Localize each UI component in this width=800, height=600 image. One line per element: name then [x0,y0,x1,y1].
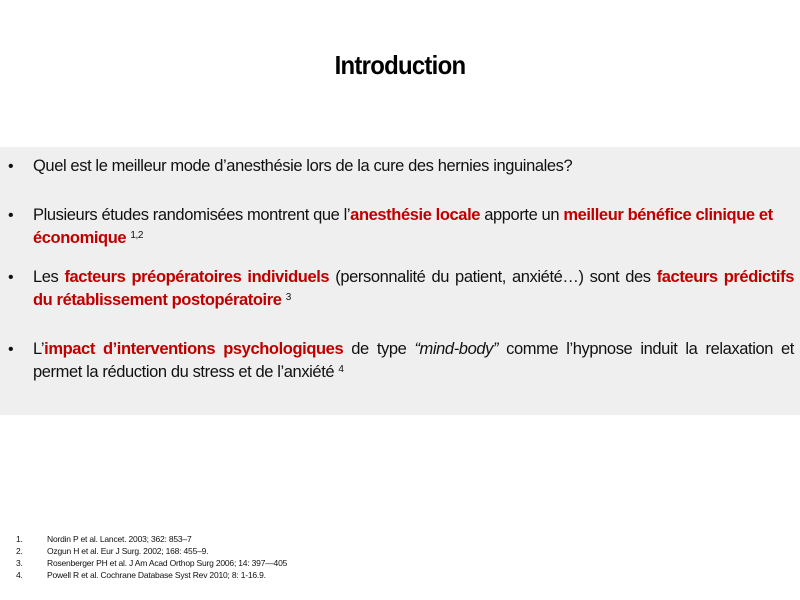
reference-number: 3. [16,558,23,568]
highlight-local-anesthesia: anesthésie locale [350,206,481,224]
reference-number: 1. [16,534,23,544]
reference-text: Rosenberger PH et al. J Am Acad Orthop Surg 2006; 14: 397—405 [47,558,288,568]
bullet-text-part: Les [33,268,65,286]
bullet-text [33,204,794,250]
reference-item [16,533,287,545]
reference-number: 2. [16,546,23,556]
bullet-question [8,155,794,178]
citation-superscript: 3 [285,292,291,303]
bullet-psychological-interventions [8,338,794,384]
reference-item [16,569,287,581]
bullet-text-part: (personnalité du patient, anxiété…) sont des [329,268,657,286]
bullet-text-part: Quel est le meilleur mode d’anesthésie lors de la cure des hernies inguinales? [33,157,573,175]
citation-superscript: 1,2 [130,230,144,241]
bullet-marker: • [8,158,14,175]
highlight-psychological-impact: impact d’interventions psychologiques [44,340,344,358]
references-list [16,533,287,581]
bullet-text-part: apporte un [480,206,564,224]
bullet-text-part: Plusieurs études randomisées montrent que l’ [33,206,351,224]
reference-text: Ozgun H et al. Eur J Surg. 2002; 168: 455–9. [47,546,209,556]
slide-title: Introduction [334,50,466,80]
reference-text: Powell R et al. Cochrane Database Syst Rev 2010; 8: 1-16.9. [47,570,266,580]
bullet-marker: • [8,269,14,286]
bullet-text [33,338,794,384]
bullet-marker: • [8,341,14,358]
bullet-text [33,155,794,178]
bullet-text-part: L’ [33,340,45,358]
bullet-preoperative-factors [8,266,794,312]
bullet-text-part: de type [343,340,415,358]
reference-text: Nordin P et al. Lancet. 2003; 362: 853–7 [47,534,192,544]
bullet-text [33,266,794,312]
bullet-text-part: comme l’hypnose induit la relaxation et permet la réduction du stress et de l’anxiété [33,340,794,381]
mind-body-italic: “mind-body” [414,340,499,358]
bullet-marker: • [8,207,14,224]
highlight-predictive-factors: facteurs prédictifs du rétablissement postopératoire [33,268,794,309]
reference-number: 4. [16,570,23,580]
reference-item [16,545,287,557]
reference-item [16,557,287,569]
highlight-clinical-benefit: meilleur bénéfice clinique et économique [33,206,773,247]
bullet-local-anesthesia [8,204,794,250]
citation-superscript: 4 [338,364,344,375]
highlight-preoperative-factors: facteurs préopératoires individuels [64,268,330,286]
